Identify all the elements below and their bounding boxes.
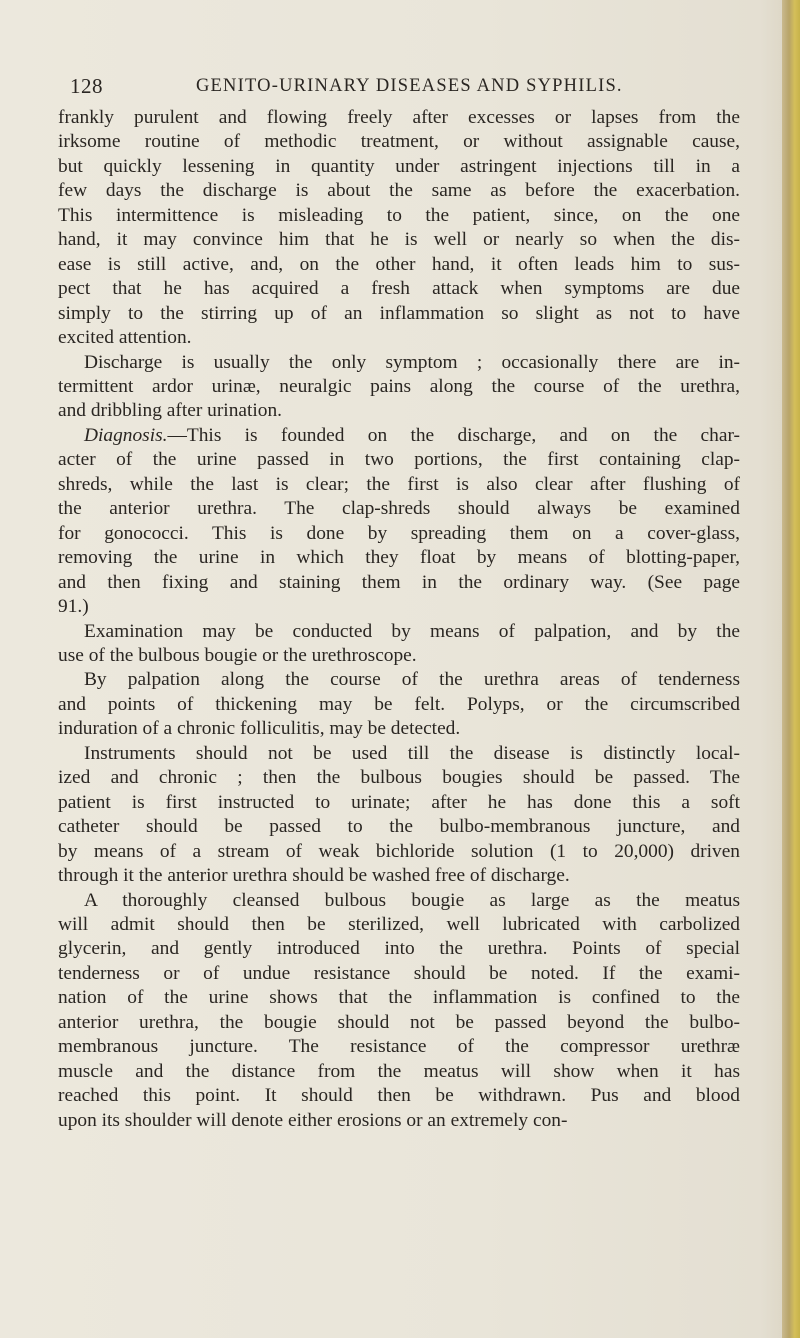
text-line: 91.) <box>58 596 89 618</box>
text-line: and then fixing and staining them in the ordinary way. (See page <box>58 571 740 593</box>
text-line: A thoroughly cleansed bulbous bougie as large as the meatus <box>84 889 740 911</box>
paragraph <box>58 742 740 889</box>
text-line: Examination may be conducted by means of palpation, and by the <box>84 620 740 642</box>
text-line: use of the bulbous bougie or the urethroscope. <box>58 644 417 666</box>
text-line: By palpation along the course of the urethra areas of tenderness <box>84 669 740 691</box>
text-line: reached this point. It should then be withdrawn. Pus and blood <box>58 1085 740 1107</box>
paragraph <box>58 620 740 669</box>
text-line: the anterior urethra. The clap-shreds should always be examined <box>58 498 740 520</box>
paragraph <box>58 106 740 351</box>
text-line: muscle and the distance from the meatus will show when it has <box>58 1060 740 1082</box>
text-line: patient is first instructed to urinate; after he has done this a soft <box>58 791 740 813</box>
body-text <box>58 106 740 1133</box>
paragraph <box>58 668 740 741</box>
text-line: glycerin, and gently introduced into the urethra. Points of special <box>58 938 740 960</box>
text-line: but quickly lessening in quantity under astringent injections till in a <box>58 155 740 177</box>
text-line: acter of the urine passed in two portions, the first containing clap- <box>58 449 740 471</box>
text-line: hand, it may convince him that he is well or nearly so when the dis- <box>58 229 740 251</box>
text-line: catheter should be passed to the bulbo-membranous juncture, and <box>58 816 740 838</box>
text-line: for gonococci. This is done by spreading them on a cover-glass, <box>58 522 740 544</box>
text-line: pect that he has acquired a fresh attack when symptoms are due <box>58 278 740 300</box>
page-edge-binding <box>782 0 800 1338</box>
text-line: removing the urine in which they float by means of blotting-paper, <box>58 547 740 569</box>
text-line: will admit should then be sterilized, well lubricated with carbolized <box>58 913 740 935</box>
text-line: This intermittence is misleading to the patient, since, on the one <box>58 204 740 226</box>
paragraph <box>58 424 740 620</box>
running-head: GENITO-URINARY DISEASES AND SYPHILIS. <box>196 76 623 96</box>
text-line: irksome routine of methodic treatment, or without assignable cause, <box>58 131 740 153</box>
text-line: Discharge is usually the only symptom ; occasionally there are in- <box>84 351 740 373</box>
text-line: shreds, while the last is clear; the first is also clear after flushing of <box>58 473 740 495</box>
text-line: and points of thickening may be felt. Polyps, or the circumscribed <box>58 693 740 715</box>
page-header <box>70 74 750 104</box>
text-line: induration of a chronic folliculitis, may be detected. <box>58 718 461 740</box>
text-line: Instruments should not be used till the disease is distinctly local- <box>84 742 740 764</box>
text-line: few days the discharge is about the same as before the exacerbation. <box>58 180 740 202</box>
page-number: 128 <box>70 74 103 98</box>
text-line: frankly purulent and flowing freely after excesses or lapses from the <box>58 107 740 128</box>
text-line: excited attention. <box>58 327 192 349</box>
text-line: ease is still active, and, on the other hand, it often leads him to sus- <box>58 253 740 275</box>
text-line: termittent ardor urinæ, neuralgic pains along the course of the urethra, <box>58 375 740 397</box>
paragraph <box>58 351 740 424</box>
text-line: by means of a stream of weak bichloride solution (1 to 20,000) driven <box>58 840 740 862</box>
text-line: nation of the urine shows that the inflammation is confined to the <box>58 987 740 1009</box>
text-line: through it the anterior urethra should be washed free of discharge. <box>58 865 570 887</box>
paragraph <box>58 889 740 1134</box>
text-line: anterior urethra, the bougie should not be passed beyond the bulbo- <box>58 1011 740 1033</box>
text-line: ized and chronic ; then the bulbous bougies should be passed. The <box>58 767 740 789</box>
text-line: and dribbling after urination. <box>58 400 283 422</box>
text-line: Diagnosis.—This is founded on the discharge, and on the char- <box>84 424 740 446</box>
text-line: membranous juncture. The resistance of the compressor urethræ <box>58 1036 740 1058</box>
text-line: tenderness or of undue resistance should be noted. If the exami- <box>58 962 740 984</box>
section-heading-italic: Diagnosis. <box>84 424 168 446</box>
text-line: simply to the stirring up of an inflammation so slight as not to have <box>58 302 740 324</box>
text-line: upon its shoulder will denote either erosions or an extremely con- <box>58 1109 568 1131</box>
